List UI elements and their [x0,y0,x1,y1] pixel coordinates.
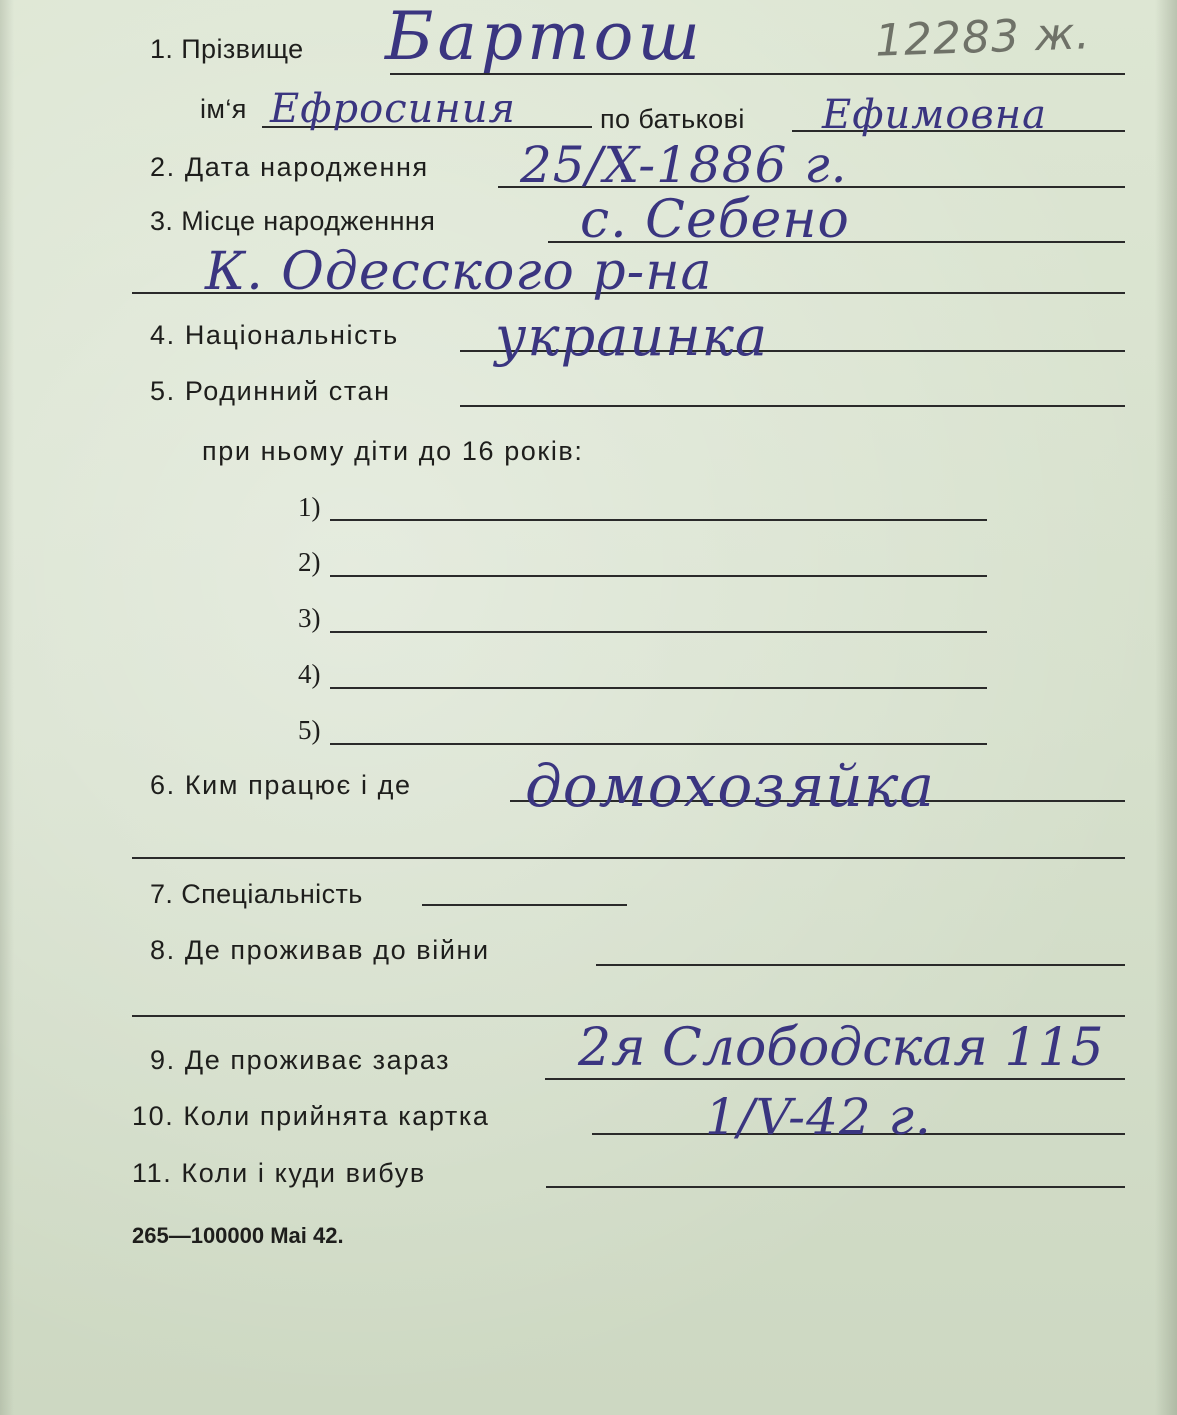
marital-status-line [460,405,1125,407]
birth-date-label: 2. Дата народження [150,152,429,182]
current-residence-value: 2я Слободская 115 [578,1018,1104,1078]
birth-date-value: 25/X-1886 г. [520,136,848,194]
record-number: 12283 ж. [874,8,1092,67]
occupation-label: 6. Ким працює і де [150,770,412,800]
first-name-label: ім‘я [200,94,247,124]
current-residence-line [545,1078,1125,1080]
child-5-line [330,743,987,745]
child-4-line [330,687,987,689]
nationality-label: 4. Національність [150,320,399,350]
nationality-value: украинка [495,305,769,368]
child-1-number: 1) [298,492,321,522]
prewar-residence-label: 8. Де проживав до війни [150,935,490,965]
birth-place-value-2: К. Одесского р-на [205,242,713,302]
child-2-line [330,575,987,577]
first-name-value: Ефросиния [270,86,516,132]
departed-label: 11. Коли і куди вибув [132,1158,426,1188]
child-1-line [330,519,987,521]
surname-label: 1. Прізвище [150,34,304,64]
card-accepted-value: 1/V-42 г. [705,1088,932,1146]
prewar-residence-line-2 [132,1015,1125,1017]
current-residence-label: 9. Де проживає зараз [150,1045,451,1075]
birth-place-value-1: с. Себено [580,190,850,250]
patronymic-label: по батькові [600,104,745,134]
patronymic-value: Ефимовна [822,92,1047,138]
child-3-line [330,631,987,633]
print-run-footer: 265—100000 Mai 42. [132,1223,344,1248]
specialty-label: 7. Спеціальність [150,879,363,909]
children-label: при ньому діти до 16 років: [202,436,584,466]
departed-line [546,1186,1125,1188]
occupation-line-2 [132,857,1125,859]
paper-edge-left [0,0,14,1415]
child-2-number: 2) [298,547,321,577]
card-accepted-label: 10. Коли прийнята картка [132,1101,490,1131]
birth-place-label: 3. Місце народженння [150,206,436,236]
surname-value: Бартош [385,0,704,75]
occupation-value: домохозяйка [525,752,935,820]
child-5-number: 5) [298,715,321,745]
paper-edge-right [1155,0,1177,1415]
specialty-line [422,904,627,906]
prewar-residence-line-1 [596,964,1125,966]
child-4-number: 4) [298,659,321,689]
child-3-number: 3) [298,603,321,633]
marital-status-label: 5. Родинний стан [150,376,391,406]
